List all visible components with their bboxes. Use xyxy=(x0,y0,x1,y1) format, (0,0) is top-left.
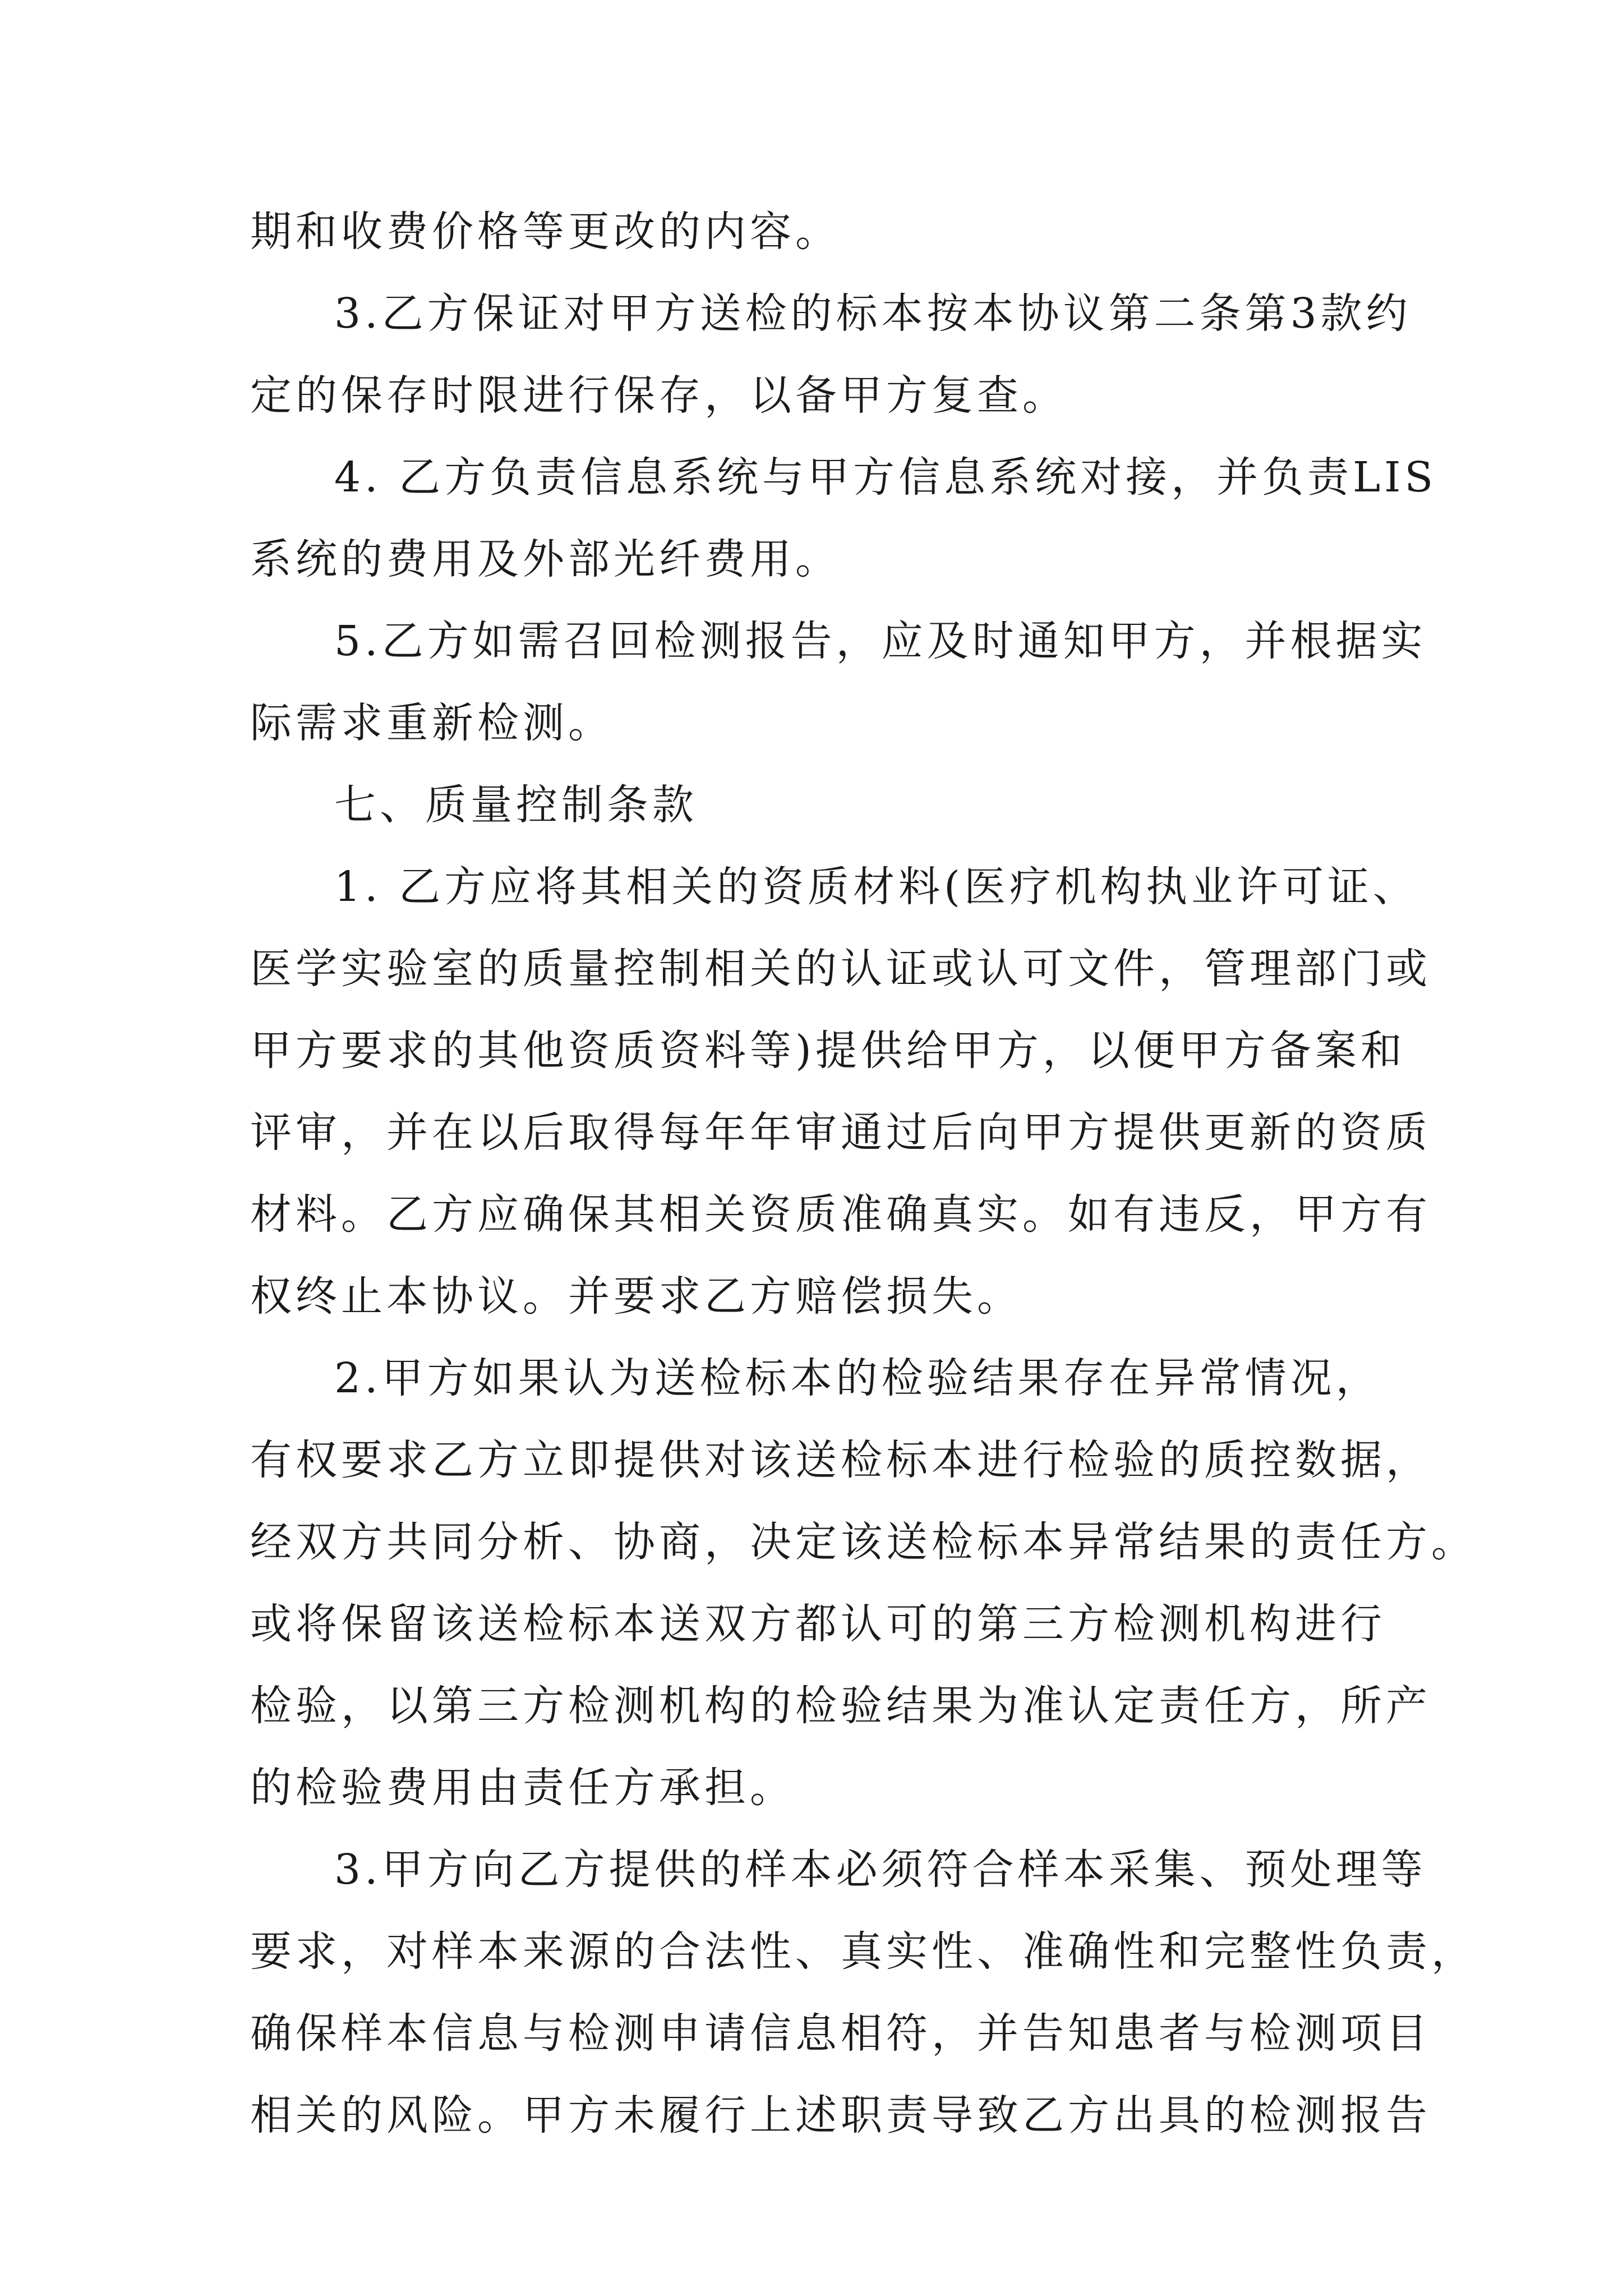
text-line: 定的保存时限进行保存，以备甲方复查。 xyxy=(250,371,1068,420)
text-line: 5.乙方如需召回检测报告，应及时通知甲方，并根据实 xyxy=(334,617,1427,665)
text-line: 3.甲方向乙方提供的样本必须符合样本采集、预处理等 xyxy=(334,1846,1427,1894)
text-line: 确保样本信息与检测申请信息相符，并告知患者与检测项目 xyxy=(250,2009,1431,2058)
text-line: 相关的风险。甲方未履行上述职责导致乙方出具的检测报告 xyxy=(250,2091,1431,2139)
section-heading: 七、质量控制条款 xyxy=(334,781,698,829)
text-line: 1. 乙方应将其相关的资质材料(医疗机构执业许可证、 xyxy=(334,863,1418,911)
text-line: 际需求重新检测。 xyxy=(250,699,614,747)
text-line: 3.乙方保证对甲方送检的标本按本协议第二条第3款约 xyxy=(334,289,1412,338)
text-line: 4. 乙方负责信息系统与甲方信息系统对接，并负责LIS xyxy=(334,453,1437,501)
text-line: 或将保留该送检标本送双方都认可的第三方检测机构进行 xyxy=(250,1600,1386,1648)
document-body xyxy=(250,191,1477,2156)
text-line: 评审，并在以后取得每年年审通过后向甲方提供更新的资质 xyxy=(250,1108,1431,1157)
text-line: 2.甲方如果认为送检标本的检验结果存在异常情况， xyxy=(334,1354,1381,1402)
text-line: 材料。乙方应确保其相关资质准确真实。如有违反，甲方有 xyxy=(250,1190,1431,1239)
text-line: 有权要求乙方立即提供对该送检标本进行检验的质控数据， xyxy=(250,1436,1431,1484)
text-line: 的检验费用由责任方承担。 xyxy=(250,1764,795,1812)
text-line: 权终止本协议。并要求乙方赔偿损失。 xyxy=(250,1272,1022,1320)
text-line: 检验，以第三方检测机构的检验结果为准认定责任方，所产 xyxy=(250,1682,1431,1730)
text-line: 期和收费价格等更改的内容。 xyxy=(250,208,841,256)
text-line: 医学实验室的质量控制相关的认证或认可文件，管理部门或 xyxy=(250,945,1431,993)
text-line: 甲方要求的其他资质资料等)提供给甲方，以便甲方备案和 xyxy=(250,1027,1406,1075)
text-line: 经双方共同分析、协商，决定该送检标本异常结果的责任方。 xyxy=(250,1518,1477,1566)
text-line: 要求，对样本来源的合法性、真实性、准确性和完整性负责， xyxy=(250,1927,1477,1976)
text-line: 系统的费用及外部光纤费用。 xyxy=(250,535,841,583)
